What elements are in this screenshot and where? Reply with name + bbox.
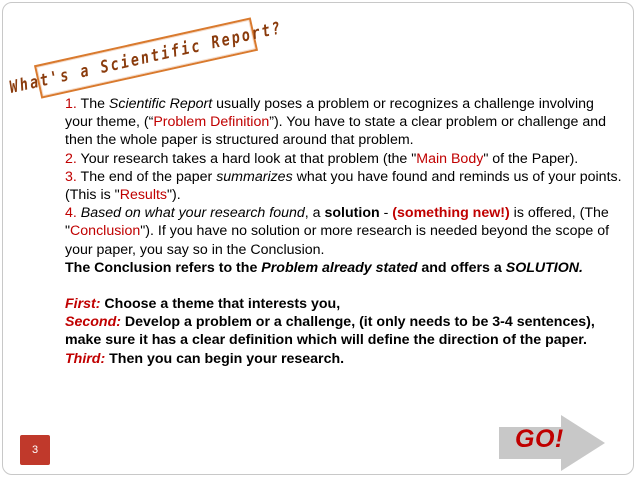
spacer: [65, 277, 625, 295]
term-solution: solution: [324, 205, 380, 222]
step-first: [65, 295, 625, 313]
paragraph-text: , a: [304, 205, 325, 222]
paragraph-1: [65, 95, 625, 150]
step-second: [65, 313, 625, 349]
paragraph-number: 1.: [65, 96, 77, 112]
conclusion-statement: [65, 259, 625, 277]
conclusion-text: and offers a: [417, 259, 506, 276]
step-third: [65, 350, 625, 368]
conclusion-text: The Conclusion refers to the: [65, 259, 262, 276]
conclusion-emphasis: Problem already stated: [261, 259, 418, 276]
paragraph-text: what you have found and reminds us of your points. (This is ": [65, 168, 622, 204]
step-label: Third:: [65, 350, 106, 367]
paragraph-text: usually poses a problem or recognizes a challenge involving your theme, (“: [65, 96, 594, 131]
paragraph-text: Based on what your research found: [76, 205, 305, 222]
term-summarizes: summarizes: [216, 168, 293, 185]
term-something-new: (something new!): [392, 205, 510, 222]
paragraph-number: 2.: [65, 150, 77, 167]
paragraph-4: [65, 204, 625, 259]
slide: [2, 2, 634, 475]
paragraph-3: [65, 168, 625, 204]
slide-title-box: [7, 17, 285, 98]
page-number-badge: 3: [20, 435, 50, 465]
step-label: Second:: [65, 314, 121, 331]
paragraph-text: ").: [167, 187, 181, 204]
slide-content: [65, 95, 625, 368]
paragraph-text: Your research takes a hard look at that problem (the ": [76, 150, 417, 167]
term-conclusion: Conclusion: [70, 223, 141, 240]
term-scientific-report: Scientific Report: [108, 96, 213, 112]
term-problem-definition: Problem Definition: [153, 114, 270, 131]
paragraph-2: [65, 150, 625, 168]
paragraph-number: 4.: [65, 205, 77, 222]
paragraph-text: " of the Paper).: [483, 150, 579, 167]
conclusion-solution: SOLUTION.: [505, 259, 583, 276]
term-main-body: Main Body: [416, 150, 484, 167]
paragraph-text: is offered, (The ": [65, 205, 609, 240]
paragraph-text: ”). You have to state a clear problem or challenge and then the whole paper is structured around that problem.: [65, 114, 607, 149]
step-text: Choose a theme that interests you,: [100, 296, 341, 313]
go-label: GO!: [515, 425, 564, 453]
paragraph-text: "). If you have no solution or more research is needed beyond the scope of your paper, you say so in the Conclusion.: [65, 223, 610, 258]
paragraph-number: 3.: [65, 168, 77, 185]
step-text: Develop a problem or a challenge, (it only needs to be 3-4 sentences), make sure it has a clear definition which will define the direction of the paper.: [65, 314, 595, 349]
slide-title: What's a Scientific Report?: [7, 18, 285, 98]
paragraph-text: The end of the paper: [76, 168, 217, 185]
term-results: Results: [119, 187, 168, 204]
paragraph-text: The: [76, 96, 109, 112]
paragraph-text: -: [379, 205, 393, 222]
step-text: Then you can begin your research.: [105, 350, 345, 367]
step-label: First:: [65, 296, 101, 313]
